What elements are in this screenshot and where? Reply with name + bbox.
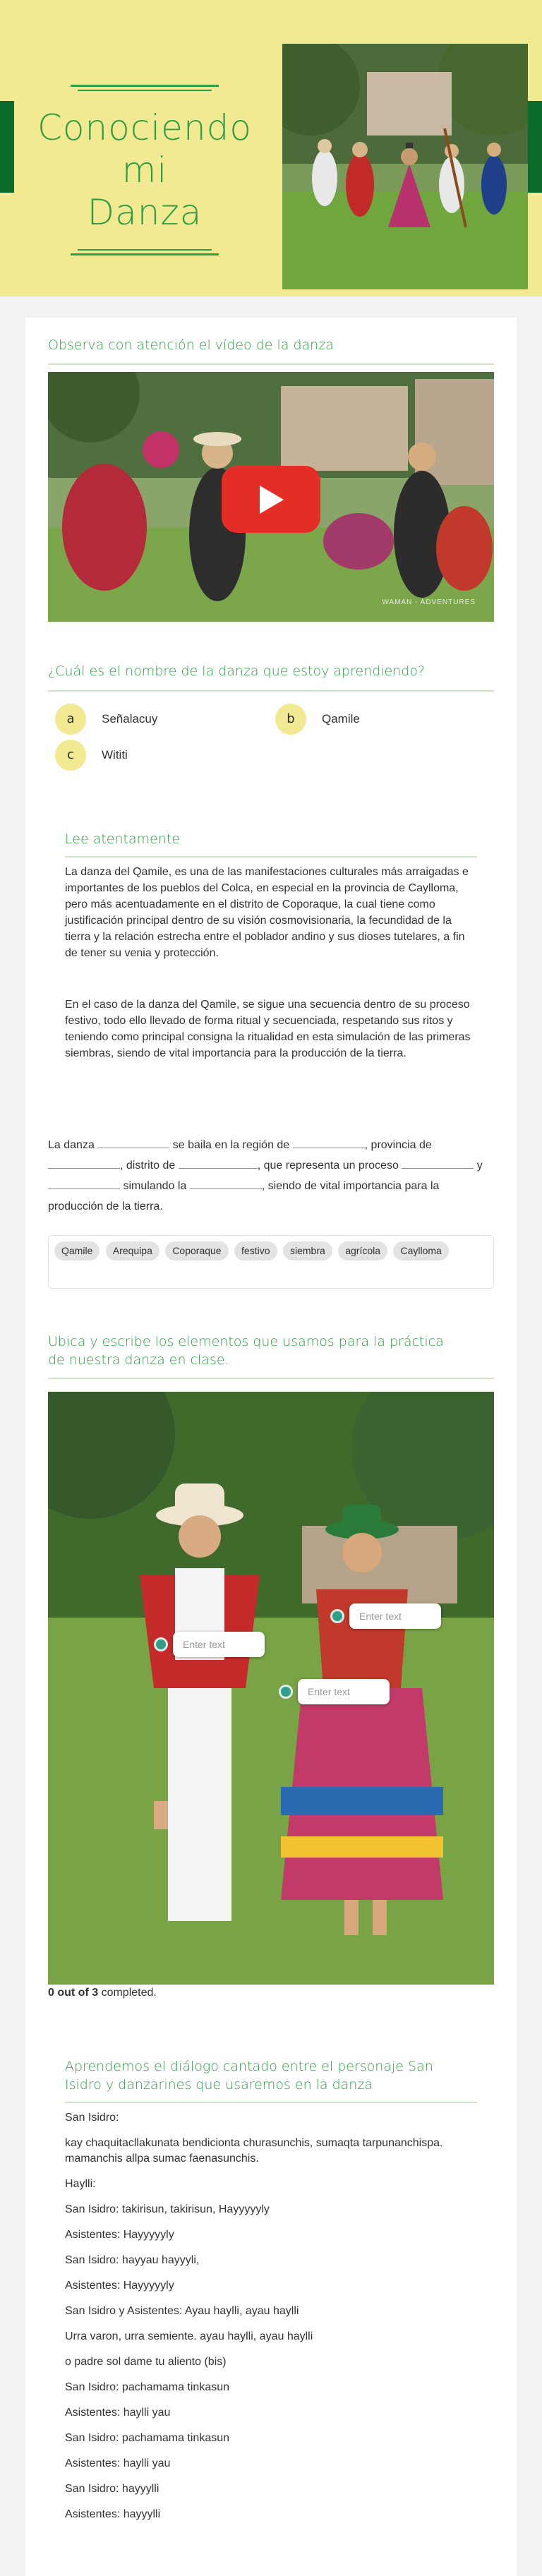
word-chip[interactable]: Caylloma [393, 1241, 448, 1260]
dialogue-line: San Isidro: takirisun, takirisun, Hayyyyyly [65, 2203, 270, 2215]
video-caption: WAMAN - ADVENTURES [382, 598, 476, 606]
hero-title-block [14, 85, 275, 255]
dialogue-line: Asistentes: haylli yau [65, 2407, 171, 2419]
hero-rule [71, 85, 219, 87]
dialogue-line: San Isidro: pachamama tinkasun [65, 2381, 230, 2393]
word-chip[interactable]: agrícola [338, 1241, 387, 1260]
fill-text-segment: , provincia de [364, 1139, 432, 1151]
word-chip[interactable]: Coporaque [165, 1241, 228, 1260]
reading-paragraph: La danza del Qamile, es una de las manifestaciones culturales más arraigadas e importantes de los pueblos del Colca, en especial en la provincia de Caylloma, pero más acentuadamente en el distrito de Coporaque, la cual tiene como justificación principal dentro de su visión cosmovisionaria, la fecundidad de la tierra y la relación estrecha entre el poblador andino y sus dioses tutelares, a fin de tener su venia y protección. [65, 866, 469, 959]
dialogue-line: San Isidro: [65, 2112, 119, 2124]
section-divider [48, 1378, 494, 1379]
dialogue-line: San Isidro y Asistentes: Ayau haylli, ayau haylli [65, 2305, 299, 2317]
reading-heading: Lee atentamente [65, 831, 180, 847]
question-heading: ¿Cuál es el nombre de la danza que estoy aprendiendo? [48, 663, 426, 679]
dialogue-line: Asistentes: haylli yau [65, 2457, 171, 2469]
completion-suffix: completed. [101, 1987, 157, 1999]
heading-line: Ubica y escribe los elementos que usamos para la práctica [48, 1334, 444, 1349]
section-divider [65, 856, 477, 857]
dialogue-line: Urra varon, urra semiente. ayau haylli, ayau haylli [65, 2330, 313, 2342]
completion-status [48, 1987, 157, 1999]
dialogue-line: o padre sol dame tu aliento (bis) [65, 2356, 227, 2368]
hotspot-marker[interactable] [154, 1637, 168, 1651]
section-divider [48, 690, 494, 692]
label-input[interactable]: Enter text [173, 1632, 265, 1657]
dialogue-line: San Isidro: hayyylli [65, 2483, 159, 2495]
label-input[interactable]: Enter text [349, 1603, 441, 1629]
blank-drop-zone[interactable] [402, 1156, 474, 1169]
dialogue-line: San Isidro: hayyau hayyyli, [65, 2254, 200, 2266]
labeling-heading [48, 1332, 444, 1369]
option-key-badge: a [55, 704, 86, 735]
fill-text-segment: , distrito de [120, 1160, 176, 1172]
fill-text-segment: se baila en la región de [172, 1139, 290, 1151]
fill-text-segment: simulando la [123, 1180, 187, 1192]
page-title-line: Danza [87, 192, 203, 233]
blank-drop-zone[interactable] [48, 1156, 120, 1169]
hotspot-marker[interactable] [279, 1685, 293, 1699]
dialogue-line: Asistentes: hayyylli [65, 2508, 161, 2520]
fill-text-segment: y [476, 1160, 483, 1172]
video-section-heading: Observa con atención el vídeo de la danza [48, 337, 334, 353]
option-label: Qamile [322, 712, 360, 726]
label-input[interactable]: Enter text [298, 1679, 390, 1704]
blank-drop-zone[interactable] [48, 1176, 120, 1189]
hero-rule [78, 90, 212, 91]
video-player[interactable] [48, 372, 494, 622]
page-title-line: Conociendo mi [37, 107, 252, 191]
heading-line: de nuestra danza en clase. [48, 1352, 229, 1368]
completion-count: 0 out of 3 [48, 1987, 99, 1999]
hero-accent-bar-right [528, 101, 542, 193]
fill-text-segment: , siendo de vital importancia para la producción de la tierra. [48, 1180, 440, 1212]
fill-text-segment: , que representa un proceso [257, 1160, 399, 1172]
blank-drop-zone[interactable] [97, 1136, 169, 1148]
option-key-badge: c [55, 740, 86, 771]
word-chip[interactable]: festivo [234, 1241, 277, 1260]
section-divider [48, 363, 494, 365]
word-bank [48, 1235, 494, 1289]
hero-rule [71, 253, 219, 255]
heading-line: Aprendemos el diálogo cantado entre el personaje San [65, 2059, 433, 2074]
option-label: Wititi [102, 748, 128, 762]
blank-drop-zone[interactable] [190, 1176, 262, 1189]
word-chip[interactable]: Qamile [54, 1241, 100, 1260]
dialogue-heading [65, 2057, 433, 2094]
reading-paragraph: En el caso de la danza del Qamile, se sigue una secuencia dentro de su proceso festivo, todo ello llevado de forma ritual y secuenciada, respetando sus ritos y teniendo como principal consigna la ritualidad en esta simulación de las primeras siembras, siendo de vital importancia para la producción de la tierra. [65, 999, 471, 1059]
dialogue-line: San Isidro: pachamama tinkasun [65, 2432, 230, 2444]
dancers-costume-photo [48, 1392, 494, 1985]
hero-banner [0, 0, 542, 296]
dialogue-line: kay chaquitacllakunata bendicionta churasunchis, sumaqta tarpunanchispa. mamanchis allpa sumac faenasunchis. [65, 2137, 443, 2165]
word-chip[interactable]: Arequipa [106, 1241, 159, 1260]
section-divider [65, 2102, 477, 2103]
hero-rule [78, 249, 212, 251]
hotspot-marker[interactable] [330, 1609, 344, 1623]
page-title [14, 107, 275, 234]
heading-line: Isidro y danzarines que usaremos en la danza [65, 2077, 373, 2093]
hero-accent-bar-left [0, 101, 14, 193]
blank-drop-zone[interactable] [179, 1156, 258, 1169]
word-chip[interactable]: siembra [283, 1241, 332, 1260]
play-button[interactable] [222, 466, 320, 533]
fill-in-blanks-text [48, 1135, 495, 1217]
hero-dancers-photo [282, 44, 528, 289]
fill-text-segment: La danza [48, 1139, 95, 1151]
dialogue-line: Haylli: [65, 2178, 96, 2190]
play-icon [255, 484, 287, 515]
blank-drop-zone[interactable] [293, 1136, 365, 1148]
dialogue-line: Asistentes: Hayyyyyly [65, 2229, 174, 2241]
dialogue-line: Asistentes: Hayyyyyly [65, 2280, 174, 2292]
option-label: Señalacuy [102, 712, 158, 726]
option-key-badge: b [275, 704, 306, 735]
